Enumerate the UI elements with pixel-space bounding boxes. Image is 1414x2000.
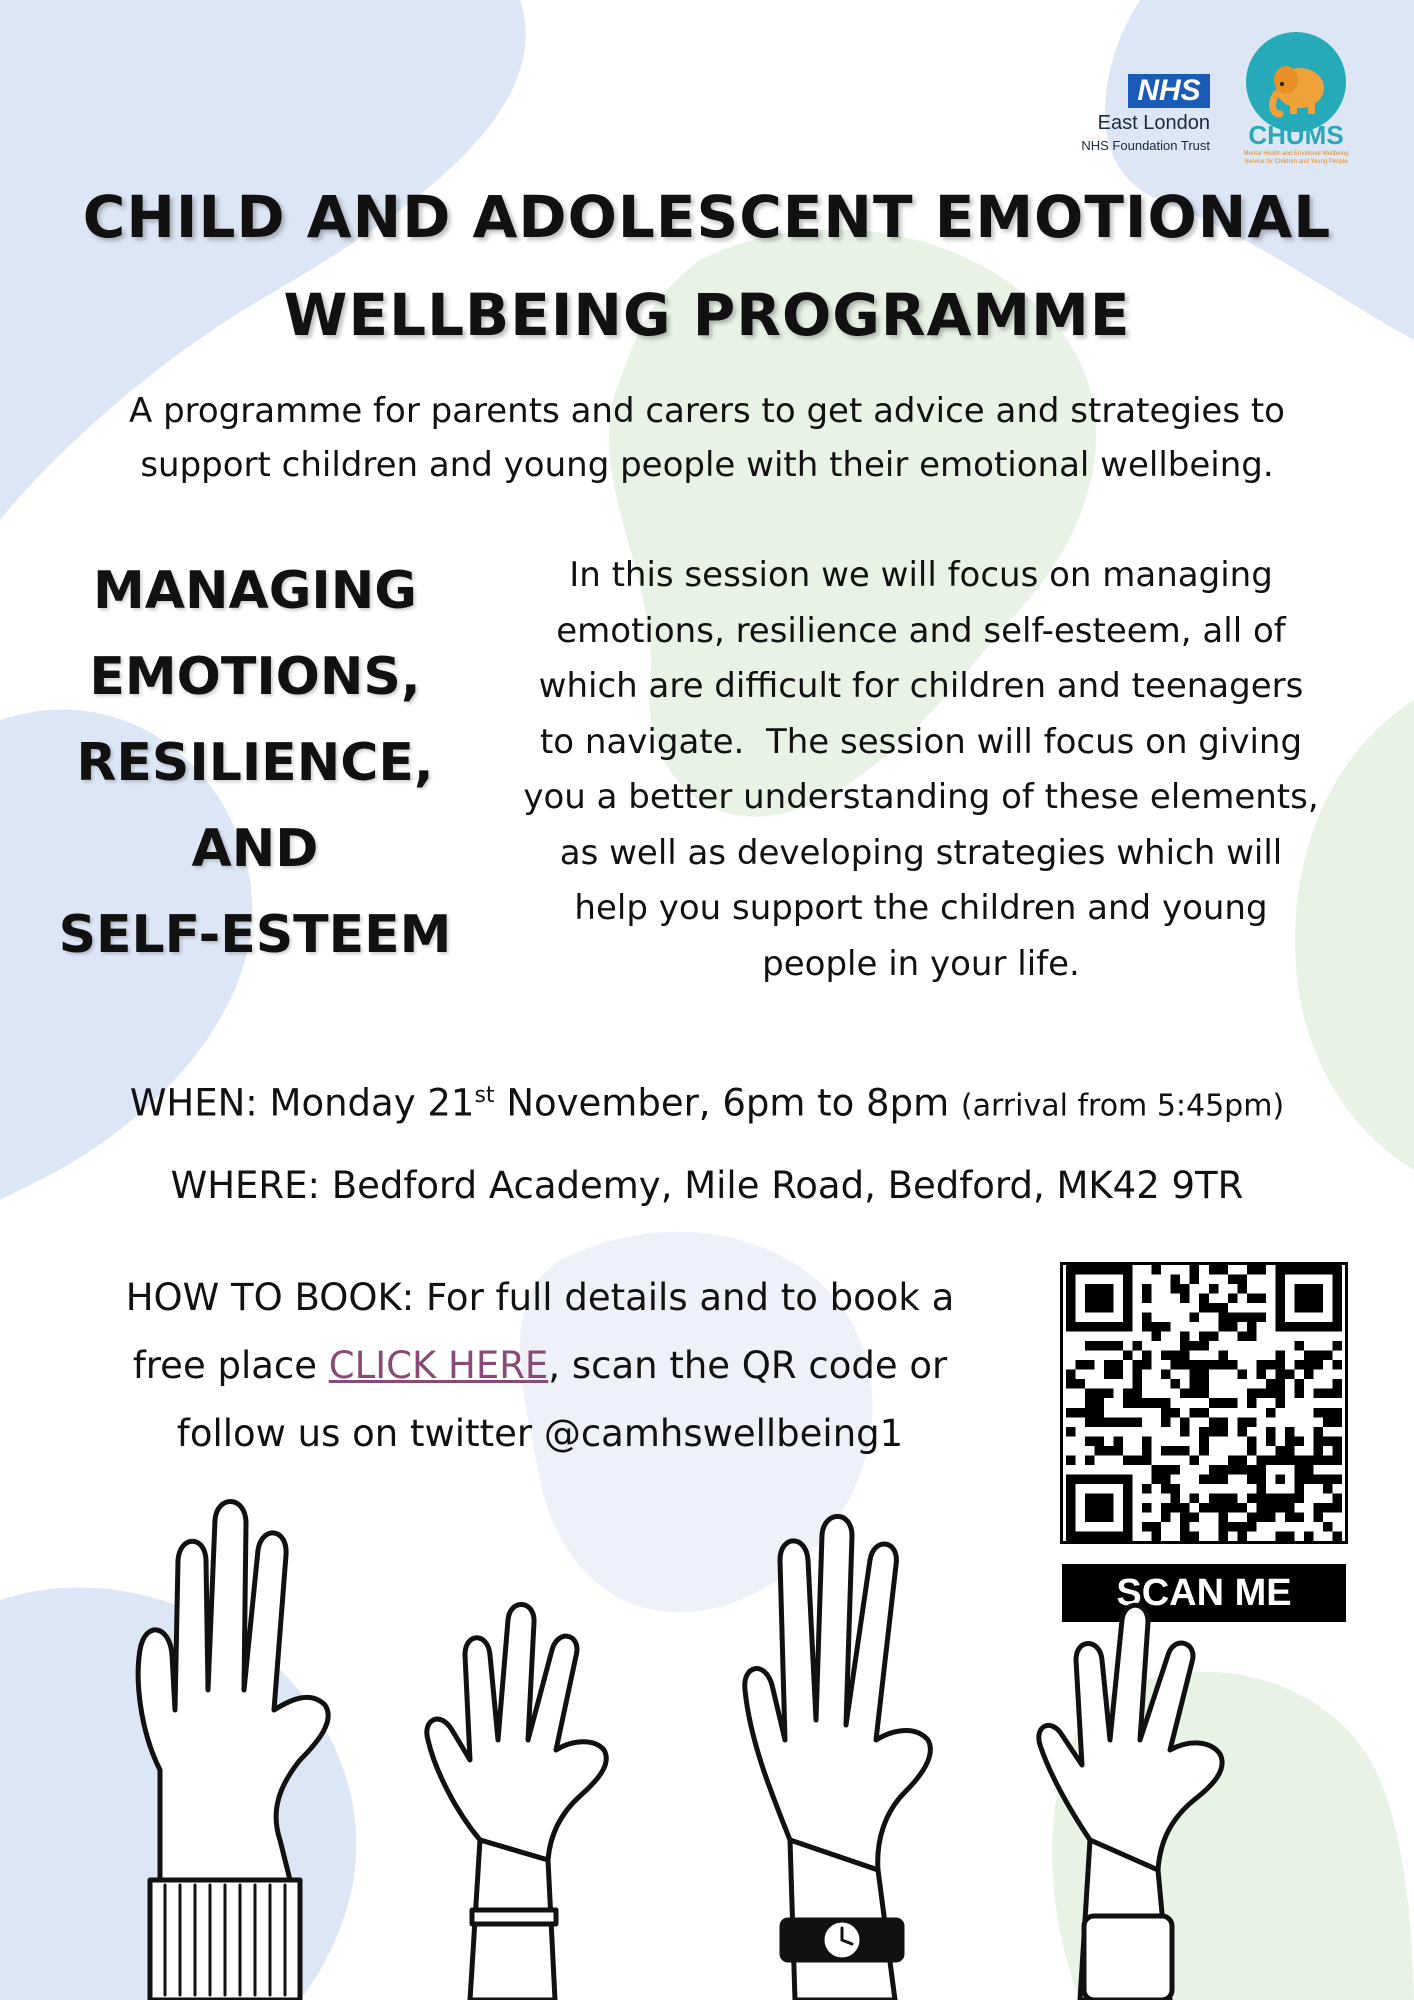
when-arrival-note: (arrival from 5:45pm) [960,1088,1285,1124]
hand-2-icon [427,1604,606,2000]
description-line-4: to navigate. The session will focus on giving [539,721,1303,762]
booking-text-1: For full details and to book a [425,1276,955,1319]
nhs-logo: NHS [1128,74,1210,108]
intro-text [30,384,1384,492]
raised-hands-illustration [0,1440,1414,2000]
description-line-1: In this session we will focus on managing [569,555,1273,595]
where-address: Bedford Academy, Mile Road, Bedford, MK42 9TR [331,1164,1244,1207]
booking-label: HOW TO BOOK: [125,1276,415,1319]
topic-line-1: MANAGING [93,561,417,621]
description-line-5: you a better understanding of these elements, [523,777,1319,817]
event-when [40,1066,1374,1136]
when-day: Monday 21 [269,1081,475,1125]
description-line-6: as well as developing strategies which will [559,832,1283,873]
hand-4-icon [1039,1605,1222,2000]
title-line-1: CHILD AND ADOLESCENT EMOTIONAL [82,183,1332,251]
where-label: WHERE: [170,1164,320,1207]
description-line-8: people in your life. [762,943,1080,984]
intro-line-2: support children and young people with their emotional wellbeing. [140,445,1274,485]
booking-info [40,1264,1040,1468]
topic-line-3: RESILIENCE, [76,733,434,793]
page-title [60,168,1354,364]
topic-line-5: SELF-ESTEEM [58,905,452,965]
chums-tagline: Mental Health and Emotional Wellbeing Service for Children and Young People [1243,151,1349,165]
title-line-2: WELLBEING PROGRAMME [283,281,1131,349]
click-here-link[interactable]: CLICK HERE [328,1344,549,1387]
chums-logo-text: CHUMS [1248,120,1344,150]
description-line-7: help you support the children and young [574,888,1268,928]
hand-3-icon [745,1516,931,2000]
session-topic [30,548,480,978]
when-time: November, 6pm to 8pm [506,1081,950,1125]
description-line-2: emotions, resilience and self-esteem, all of [556,610,1286,651]
nhs-trust-subtitle: NHS Foundation Trust [1081,138,1210,153]
event-where [40,1156,1374,1216]
description-line-3: which are difficult for children and teenagers [538,666,1304,706]
when-ordinal: st [474,1083,495,1108]
booking-text-2: free place [132,1344,318,1387]
chums-elephant-logo [1246,32,1346,132]
when-label: WHEN: [129,1081,258,1125]
hand-1-icon [138,1501,328,2000]
topic-line-4: AND [191,819,319,879]
nhs-trust-name: East London [1097,112,1210,134]
topic-line-2: EMOTIONS, [89,647,421,707]
intro-line-1: A programme for parents and carers to get advice and strategies to [129,391,1285,431]
session-description [476,548,1366,992]
scan-me-label: SCAN ME [1062,1564,1346,1622]
booking-text-3: , scan the QR code or [548,1344,948,1387]
booking-twitter: follow us on twitter @camhswellbeing1 [176,1412,904,1455]
